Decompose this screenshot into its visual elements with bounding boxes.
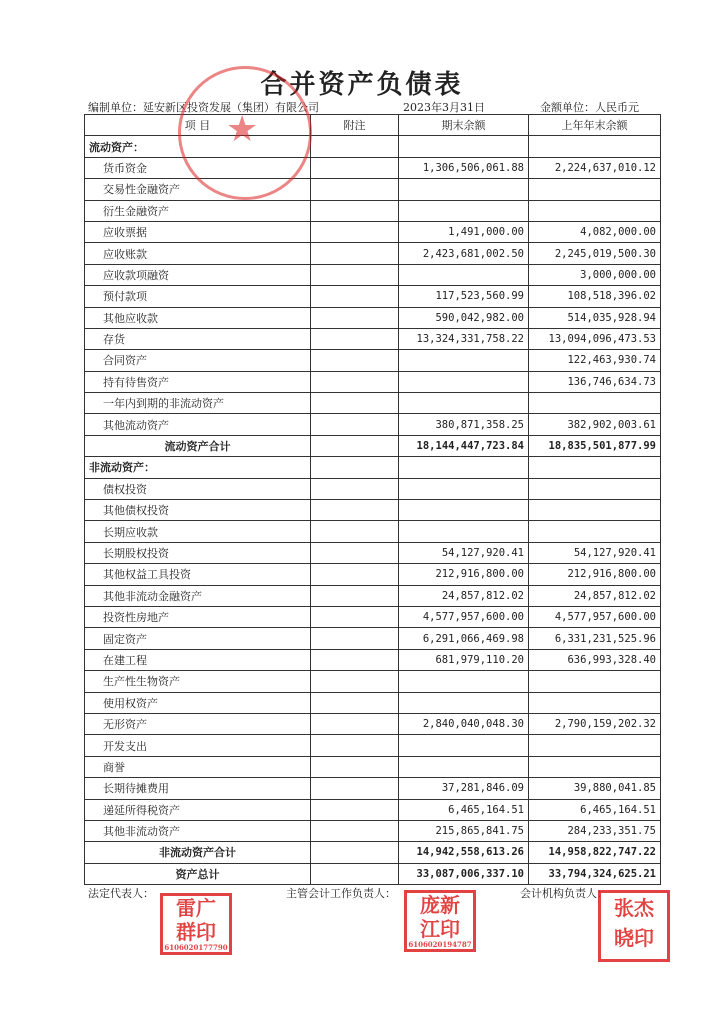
table-row (85, 350, 661, 371)
row-note (311, 671, 399, 692)
row-item-label: 投资性房地产 (85, 606, 311, 627)
row-begin-balance (529, 136, 661, 157)
table-row (85, 585, 661, 606)
row-begin-balance: 3,000,000.00 (529, 264, 661, 285)
row-end-balance (399, 350, 529, 371)
row-note (311, 521, 399, 542)
row-item-label: 流动资产： (85, 136, 311, 157)
accounting-head-label: 主管会计工作负责人： (286, 887, 396, 900)
legal-rep-seal: 雷广 群印 6106020177790 (160, 893, 232, 955)
row-end-balance (399, 671, 529, 692)
table-row (85, 414, 661, 435)
row-end-balance (399, 264, 529, 285)
row-item-label: 非流动资产： (85, 457, 311, 478)
row-begin-balance (529, 478, 661, 499)
row-note (311, 735, 399, 756)
row-item-label: 在建工程 (85, 649, 311, 670)
row-begin-balance: 14,958,822,747.22 (529, 842, 661, 863)
row-end-balance: 54,127,920.41 (399, 542, 529, 563)
row-begin-balance: 13,094,096,473.53 (529, 328, 661, 349)
row-begin-balance: 39,880,041.85 (529, 778, 661, 799)
row-item-label: 应收票据 (85, 221, 311, 242)
row-note (311, 628, 399, 649)
table-row (85, 179, 661, 200)
row-end-balance: 14,942,558,613.26 (399, 842, 529, 863)
row-note (311, 179, 399, 200)
row-begin-balance: 108,518,396.02 (529, 286, 661, 307)
table-row (85, 778, 661, 799)
table-row (85, 371, 661, 392)
section-row (85, 457, 661, 478)
row-item-label: 其他非流动资产 (85, 820, 311, 841)
row-item-label: 其他权益工具投资 (85, 564, 311, 585)
row-end-balance: 380,871,358.25 (399, 414, 529, 435)
total-row (85, 435, 661, 456)
row-item-label: 预付款项 (85, 286, 311, 307)
currency-unit: 金额单位：人民币元 (540, 101, 639, 114)
row-item-label: 货币资金 (85, 157, 311, 178)
row-item-label: 开发支出 (85, 735, 311, 756)
row-note (311, 457, 399, 478)
row-begin-balance (529, 735, 661, 756)
row-note (311, 478, 399, 499)
row-item-label: 无形资产 (85, 713, 311, 734)
table-row (85, 221, 661, 242)
table-row (85, 307, 661, 328)
row-begin-balance (529, 457, 661, 478)
row-begin-balance: 136,746,634.73 (529, 371, 661, 392)
row-note (311, 606, 399, 627)
row-item-label: 长期应收款 (85, 521, 311, 542)
row-begin-balance (529, 521, 661, 542)
row-end-balance: 18,144,447,723.84 (399, 435, 529, 456)
table-row (85, 671, 661, 692)
row-begin-balance: 212,916,800.00 (529, 564, 661, 585)
row-end-balance: 215,865,841.75 (399, 820, 529, 841)
table-row (85, 478, 661, 499)
row-item-label: 债权投资 (85, 478, 311, 499)
row-begin-balance: 636,993,328.40 (529, 649, 661, 670)
row-begin-balance (529, 671, 661, 692)
row-begin-balance (529, 692, 661, 713)
row-begin-balance (529, 756, 661, 777)
row-item-label: 递延所得税资产 (85, 799, 311, 820)
row-item-label: 非流动资产合计 (85, 842, 311, 863)
table-row (85, 157, 661, 178)
row-note (311, 328, 399, 349)
table-row (85, 735, 661, 756)
row-begin-balance: 24,857,812.02 (529, 585, 661, 606)
header-note: 附注 (311, 115, 399, 136)
row-note (311, 136, 399, 157)
table-row (85, 692, 661, 713)
row-begin-balance: 33,794,324,625.21 (529, 863, 661, 884)
accounting-head-seal: 庞新 江印 6106020194787 (404, 890, 476, 952)
table-row (85, 628, 661, 649)
row-note (311, 221, 399, 242)
row-item-label: 其他非流动金融资产 (85, 585, 311, 606)
row-note (311, 564, 399, 585)
row-item-label: 商誉 (85, 756, 311, 777)
row-begin-balance (529, 179, 661, 200)
row-begin-balance: 2,790,159,202.32 (529, 713, 661, 734)
row-begin-balance: 382,902,003.61 (529, 414, 661, 435)
row-end-balance (399, 756, 529, 777)
row-item-label: 其他债权投资 (85, 500, 311, 521)
row-end-balance: 2,423,681,002.50 (399, 243, 529, 264)
row-begin-balance: 54,127,920.41 (529, 542, 661, 563)
row-note (311, 713, 399, 734)
header-item: 项 目 (85, 115, 311, 136)
row-note (311, 692, 399, 713)
row-item-label: 衍生金融资产 (85, 200, 311, 221)
row-note (311, 863, 399, 884)
row-end-balance (399, 457, 529, 478)
total-row (85, 863, 661, 884)
row-end-balance: 24,857,812.02 (399, 585, 529, 606)
table-row (85, 799, 661, 820)
row-note (311, 799, 399, 820)
row-begin-balance: 4,577,957,600.00 (529, 606, 661, 627)
table-row (85, 756, 661, 777)
row-item-label: 生产性生物资产 (85, 671, 311, 692)
row-item-label: 长期股权投资 (85, 542, 311, 563)
section-row (85, 136, 661, 157)
row-note (311, 350, 399, 371)
row-begin-balance: 6,331,231,525.96 (529, 628, 661, 649)
row-note (311, 842, 399, 863)
table-row (85, 500, 661, 521)
row-begin-balance: 6,465,164.51 (529, 799, 661, 820)
legal-representative-label: 法定代表人： (88, 887, 154, 900)
row-note (311, 243, 399, 264)
row-note (311, 778, 399, 799)
row-item-label: 存货 (85, 328, 311, 349)
row-end-balance: 212,916,800.00 (399, 564, 529, 585)
row-note (311, 157, 399, 178)
table-row (85, 393, 661, 414)
row-begin-balance: 18,835,501,877.99 (529, 435, 661, 456)
row-end-balance: 33,087,006,337.10 (399, 863, 529, 884)
row-end-balance: 13,324,331,758.22 (399, 328, 529, 349)
row-note (311, 264, 399, 285)
row-begin-balance: 122,463,930.74 (529, 350, 661, 371)
row-note (311, 435, 399, 456)
table-header-row (85, 115, 661, 136)
row-end-balance (399, 692, 529, 713)
table-row (85, 286, 661, 307)
row-begin-balance (529, 393, 661, 414)
row-note (311, 820, 399, 841)
row-item-label: 应收账款 (85, 243, 311, 264)
row-end-balance: 1,491,000.00 (399, 221, 529, 242)
row-begin-balance: 2,245,019,500.30 (529, 243, 661, 264)
table-row (85, 649, 661, 670)
row-end-balance: 6,465,164.51 (399, 799, 529, 820)
row-note (311, 307, 399, 328)
row-begin-balance: 4,082,000.00 (529, 221, 661, 242)
row-note (311, 649, 399, 670)
row-item-label: 应收款项融资 (85, 264, 311, 285)
row-item-label: 其他应收款 (85, 307, 311, 328)
row-note (311, 393, 399, 414)
row-note (311, 200, 399, 221)
row-begin-balance: 2,224,637,010.12 (529, 157, 661, 178)
row-end-balance (399, 136, 529, 157)
table-row (85, 606, 661, 627)
row-begin-balance: 514,035,928.94 (529, 307, 661, 328)
row-item-label: 其他流动资产 (85, 414, 311, 435)
table-row (85, 521, 661, 542)
row-end-balance: 4,577,957,600.00 (399, 606, 529, 627)
row-end-balance (399, 200, 529, 221)
row-begin-balance: 284,233,351.75 (529, 820, 661, 841)
row-end-balance (399, 393, 529, 414)
row-end-balance: 590,042,982.00 (399, 307, 529, 328)
row-note (311, 500, 399, 521)
preparer-label: 编制单位：延安新区投资发展（集团）有限公司 (88, 101, 319, 114)
star-icon: ★ (226, 109, 259, 150)
table-row (85, 713, 661, 734)
row-note (311, 371, 399, 392)
row-end-balance: 37,281,846.09 (399, 778, 529, 799)
row-end-balance (399, 500, 529, 521)
row-note (311, 542, 399, 563)
row-end-balance (399, 179, 529, 200)
table-row (85, 328, 661, 349)
row-item-label: 流动资产合计 (85, 435, 311, 456)
row-item-label: 持有待售资产 (85, 371, 311, 392)
row-end-balance: 681,979,110.20 (399, 649, 529, 670)
row-item-label: 资产总计 (85, 863, 311, 884)
row-note (311, 756, 399, 777)
row-note (311, 585, 399, 606)
accounting-dept-label: 会计机构负责人： (520, 887, 608, 900)
row-end-balance (399, 478, 529, 499)
header-end-balance: 期末余额 (399, 115, 529, 136)
table-row (85, 243, 661, 264)
row-begin-balance (529, 200, 661, 221)
total-row (85, 842, 661, 863)
document-title: 合并资产负债表 (260, 70, 464, 100)
row-item-label: 合同资产 (85, 350, 311, 371)
row-end-balance (399, 371, 529, 392)
row-end-balance (399, 735, 529, 756)
row-end-balance: 1,306,506,061.88 (399, 157, 529, 178)
row-end-balance: 6,291,066,469.98 (399, 628, 529, 649)
accounting-dept-seal: 张杰 晓印 (598, 890, 670, 962)
row-begin-balance (529, 500, 661, 521)
table-row (85, 564, 661, 585)
row-item-label: 固定资产 (85, 628, 311, 649)
row-end-balance (399, 521, 529, 542)
balance-sheet-table (84, 114, 661, 885)
row-item-label: 交易性金融资产 (85, 179, 311, 200)
row-end-balance: 2,840,040,048.30 (399, 713, 529, 734)
row-note (311, 414, 399, 435)
table-row (85, 820, 661, 841)
row-note (311, 286, 399, 307)
report-date: 2023年3月31日 (403, 101, 485, 114)
row-item-label: 一年内到期的非流动资产 (85, 393, 311, 414)
row-end-balance: 117,523,560.99 (399, 286, 529, 307)
table-row (85, 264, 661, 285)
row-item-label: 使用权资产 (85, 692, 311, 713)
table-row (85, 200, 661, 221)
table-row (85, 542, 661, 563)
header-begin-balance: 上年年末余额 (529, 115, 661, 136)
company-seal (178, 66, 312, 200)
row-item-label: 长期待摊费用 (85, 778, 311, 799)
